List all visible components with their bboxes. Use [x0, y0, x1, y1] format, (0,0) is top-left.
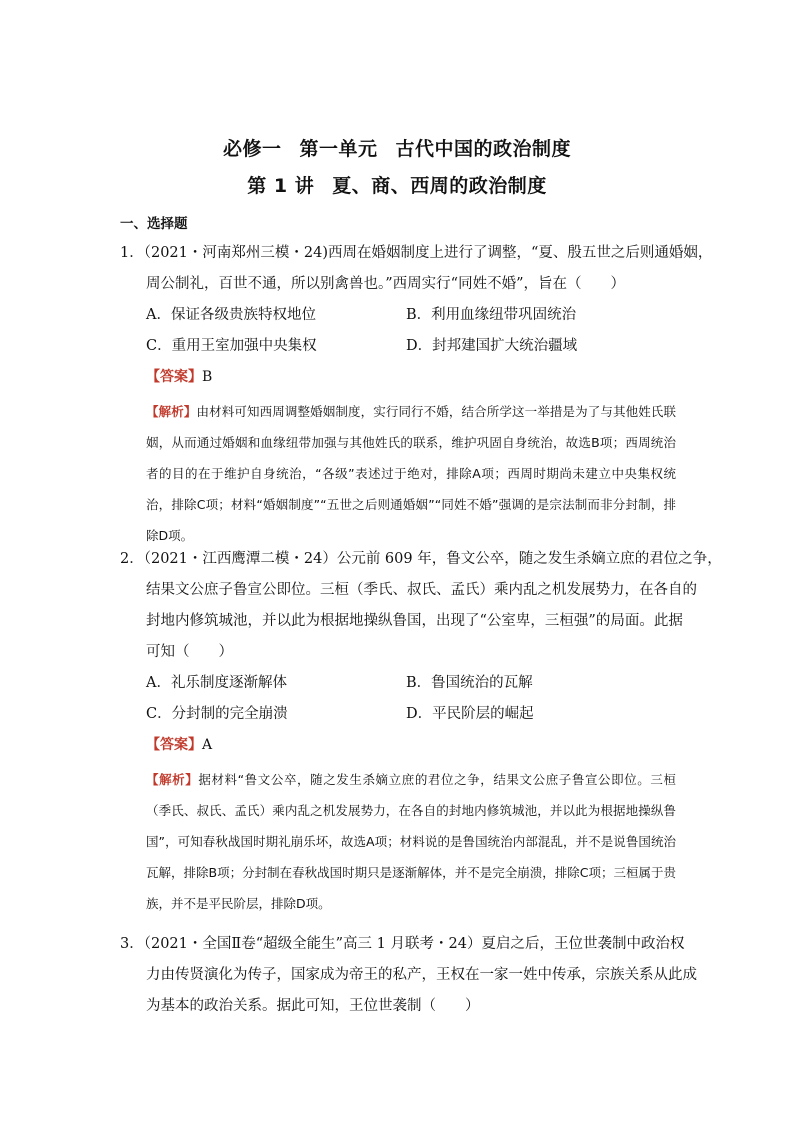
option-b: B．鲁国统治的瓦解 [406, 675, 533, 691]
option-a: A．保证各级贵族特权地位 [146, 307, 316, 323]
question-stem-line: 可知（ ） [146, 644, 233, 660]
question-stem-line: 2．（2021・江西鹰潭二模・24）公元前 609 年，鲁文公卒，随之发生杀嫡立庶的君位之争， [120, 551, 722, 567]
option-c: C．重用王室加强中央集权 [146, 338, 317, 354]
question-stem-line: 力由传贤演化为传子，国家成为帝王的私产，王权在一家一姓中传承，宗族关系从此成 [146, 967, 697, 983]
explanation-tag: 【解析】 [146, 772, 199, 787]
option-c: C．分封制的完全崩溃 [146, 706, 288, 722]
title-part-1: 必修一 [222, 138, 282, 160]
section-heading: 一、选择题 [120, 216, 188, 232]
explanation-tag: 【解析】 [146, 404, 197, 419]
option-d: D．平民阶层的崛起 [406, 706, 534, 722]
question-2 [120, 548, 722, 919]
question-stem-line: 为基本的政治关系。据此可知，王位世袭制（ ） [146, 998, 480, 1014]
option-row [120, 703, 680, 734]
answer-value: B [202, 369, 213, 385]
question-stem-line: 3．（2021・全国Ⅱ卷“超级全能生”高三 1 月联考・24）夏启之后，王位世袭制中政治权 [120, 936, 685, 952]
option-row [120, 672, 680, 703]
question-stem-line: 周公制礼，百世不通，所以别禽兽也。”西周实行“同姓不婚”，旨在（ ） [146, 276, 625, 292]
answer-value: A [202, 737, 213, 753]
option-a: A．礼乐制度逐渐解体 [146, 675, 287, 691]
title-part-2: 第一单元 [299, 138, 378, 160]
question-3 [120, 933, 697, 1026]
title-part-3: 古代中国的政治制度 [395, 138, 572, 160]
explanation [146, 396, 676, 551]
answer-line [146, 734, 680, 764]
answer-tag: 【答案】 [146, 737, 202, 753]
answer-tag: 【答案】 [146, 369, 202, 385]
subtitle-part-2: 夏、商、西周的政治制度 [332, 175, 547, 197]
explanation-text: 据材料“鲁文公卒，随之发生杀嫡立庶的君位之争，结果文公庶子鲁宣公即位。三桓（季氏、叔氏、孟氏）乘内乱之机发展势力，在各自的封地内修筑城池，并以此为根据地操纵鲁国”，可知春秋战国时期礼崩乐坏，故选A项；材料说的是鲁国统治内部混乱，并不是说鲁国统治瓦解，排除B项；分封制在春秋战国时期只是逐渐解体，并不是完全崩溃，排除C项；三桓属于贵族，并不是平民阶层，排除D项。 [146, 772, 676, 911]
question-1 [120, 242, 713, 551]
explanation [146, 764, 676, 919]
page-subtitle [0, 171, 794, 198]
option-row [120, 304, 680, 335]
answer-line [146, 366, 680, 396]
option-b: B．利用血缘纽带巩固统治 [406, 307, 577, 323]
question-stem-line: 结果文公庶子鲁宣公即位。三桓（季氏、叔氏、孟氏）乘内乱之机发展势力，在各自的 [146, 582, 697, 598]
subtitle-part-1: 第 1 讲 [247, 175, 315, 197]
question-stem-line: 1．（2021・河南郑州三模・24)西周在婚姻制度上进行了调整，“夏、殷五世之后则通婚姻， [120, 245, 713, 261]
option-d: D．封邦建国扩大统治疆域 [406, 338, 578, 354]
question-stem-line: 封地内修筑城池，并以此为根据地操纵鲁国，出现了“公室卑，三桓强”的局面。此据 [146, 613, 683, 629]
explanation-text: 由材料可知西周调整婚姻制度，实行同行不婚，结合所学这一举措是为了与其他姓氏联姻，从而通过婚姻和血缘纽带加强与其他姓氏的联系，维护巩固自身统治，故选B项；西周统治者的目的在于维护自身统治，“各级”表述过于绝对，排除A项；西周时期尚未建立中央集权统治，排除C项；材料“婚姻制度”“五世之后则通婚姻”“同姓不婚”强调的是宗法制而非分封制，排除D项。 [146, 404, 676, 543]
page-title [0, 134, 794, 161]
option-row [120, 335, 680, 366]
